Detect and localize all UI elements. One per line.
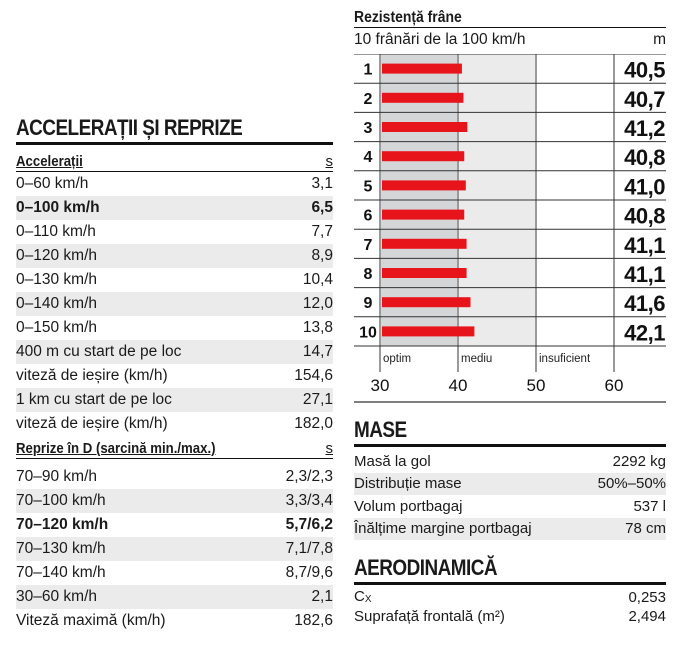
table-row	[16, 609, 333, 633]
zone-label-optim: optim	[383, 353, 412, 365]
bar-8	[382, 268, 467, 278]
row-label: 30–60 km/h	[16, 588, 97, 605]
row-value: 7,7	[311, 223, 333, 240]
mass-table	[354, 450, 666, 540]
title-rule	[354, 444, 666, 447]
value-label: 40,7	[624, 86, 665, 112]
bar-1	[382, 64, 462, 74]
row-label	[354, 607, 505, 626]
row-value: 8,7/9,6	[285, 564, 333, 581]
mass-section	[354, 418, 666, 540]
category-label: 5	[363, 178, 373, 196]
row-value: 2,3/2,3	[285, 468, 333, 485]
bar-10	[382, 326, 474, 336]
brake-subtitle: 10 frânări de la 100 km/h	[354, 31, 526, 48]
x-tick-label: 50	[526, 376, 546, 395]
table-row	[16, 364, 333, 388]
row-label: 70–140 km/h	[16, 564, 106, 581]
row-value: 50%–50%	[597, 475, 666, 493]
row-value: 10,4	[302, 271, 333, 288]
value-label: 41,1	[624, 262, 665, 287]
value-label: 41,1	[624, 232, 665, 258]
row-label: Masă la gol	[354, 452, 431, 470]
reprize-header	[16, 436, 333, 459]
row-value: 154,6	[294, 367, 333, 384]
acceleratii-header	[16, 149, 333, 172]
table-row	[16, 465, 333, 489]
x-tick-label: 40	[448, 376, 468, 395]
category-label: 1	[363, 61, 373, 79]
table-row	[16, 585, 333, 609]
acceleration-section	[16, 116, 333, 633]
brake-subtitle-row	[354, 28, 666, 54]
row-value: 2,494	[628, 608, 666, 625]
table-row	[354, 495, 666, 518]
row-value: 12,0	[302, 295, 333, 312]
row-label: 0–120 km/h	[16, 247, 97, 264]
value-label: 41,6	[624, 291, 665, 317]
brake-chart-svg	[354, 54, 666, 430]
brake-title	[354, 8, 666, 28]
bar-9	[382, 297, 470, 307]
row-label: 0–140 km/h	[16, 295, 97, 312]
row-label-main: C	[354, 587, 365, 605]
reprize-table	[16, 465, 333, 633]
aero-section	[354, 556, 666, 626]
acceleratii-unit: s	[325, 153, 333, 170]
acceleratii-table	[16, 172, 333, 436]
row-label	[354, 587, 372, 609]
row-value: 2292 kg	[612, 452, 666, 470]
table-row	[16, 412, 333, 436]
row-value: 182,0	[294, 415, 333, 432]
row-label: viteză de ieșire (km/h)	[16, 367, 168, 384]
row-label: 70–130 km/h	[16, 540, 106, 557]
reprize-unit: s	[325, 440, 333, 457]
bar-5	[382, 180, 466, 190]
row-label: 400 m cu start de pe loc	[16, 343, 182, 360]
table-row	[16, 268, 333, 292]
bar-3	[382, 122, 467, 132]
category-label: 7	[363, 236, 373, 254]
row-label: 70–120 km/h	[16, 516, 109, 533]
value-label: 42,1	[624, 320, 665, 346]
category-label: 3	[363, 120, 373, 137]
value-label: 40,8	[624, 145, 665, 171]
category-label: 9	[363, 295, 373, 313]
category-label: 6	[363, 207, 373, 225]
value-label: 41,0	[624, 174, 665, 200]
title-rule	[354, 582, 666, 585]
table-row	[16, 513, 333, 537]
bar-2	[382, 93, 463, 103]
row-value: 7,1/7,8	[285, 540, 333, 557]
section-title-mase: MASE	[354, 417, 407, 442]
section-title-aero: AERODINAMICĂ	[354, 555, 498, 580]
brake-title-text: Rezistență frâne	[354, 9, 462, 26]
table-row	[16, 340, 333, 364]
aero-table	[354, 588, 666, 626]
table-row	[16, 489, 333, 513]
section-title-acceleratii: ACCELERAȚII ȘI REPRIZE	[16, 115, 243, 140]
row-label: 0–60 km/h	[16, 175, 89, 192]
x-tick-label: 60	[604, 376, 624, 395]
row-value: 6,5	[311, 199, 333, 216]
reprize-header-label: Reprize în D (sarcină min./max.)	[16, 440, 216, 457]
table-row	[354, 473, 666, 496]
row-label: viteză de ieșire (km/h)	[16, 415, 168, 432]
table-row	[16, 196, 333, 220]
table-row	[16, 220, 333, 244]
row-label: Volum portbagaj	[354, 497, 463, 515]
brake-chart	[354, 54, 666, 430]
row-label-subscript: X	[364, 593, 372, 605]
value-label: 40,5	[624, 57, 665, 83]
row-label: 0–110 km/h	[16, 223, 96, 240]
row-value: 14,7	[302, 343, 333, 360]
table-row	[354, 450, 666, 473]
brake-section	[354, 8, 666, 430]
row-label: 70–90 km/h	[16, 468, 97, 485]
category-label: 8	[363, 266, 373, 283]
row-value: 78 cm	[625, 520, 666, 538]
table-row	[16, 172, 333, 196]
row-label-main: Suprafață frontală (m²)	[354, 608, 505, 625]
row-value: 5,7/6,2	[285, 516, 333, 533]
acceleratii-header-label: Accelerații	[16, 153, 83, 170]
table-row	[16, 537, 333, 561]
table-row	[16, 388, 333, 412]
zone-label-mediu: mediu	[461, 353, 493, 365]
value-label: 41,2	[624, 116, 665, 141]
table-row	[16, 561, 333, 585]
value-label: 40,8	[624, 203, 665, 229]
row-label: 0–150 km/h	[16, 319, 97, 336]
row-value: 3,1	[311, 175, 333, 192]
row-label: Înălțime margine portbagaj	[354, 520, 532, 538]
table-row	[354, 588, 666, 607]
row-label: Viteză maximă (km/h)	[16, 612, 166, 629]
row-label: Distribuție mase	[354, 475, 462, 493]
row-value: 3,3/3,4	[285, 492, 333, 509]
category-label: 4	[363, 149, 373, 167]
row-value: 13,8	[302, 319, 333, 336]
table-row	[354, 607, 666, 626]
bar-6	[382, 210, 464, 220]
bar-4	[382, 151, 464, 161]
zone-label-insuficient: insuficient	[539, 353, 591, 365]
row-label: 70–100 km/h	[16, 492, 106, 509]
row-value: 8,9	[311, 247, 333, 264]
x-tick-label: 30	[370, 376, 390, 395]
brake-unit: m	[653, 31, 666, 48]
category-label: 2	[363, 90, 373, 108]
row-value: 27,1	[302, 391, 333, 408]
row-value: 2,1	[311, 588, 333, 605]
row-value: 182,6	[294, 612, 333, 629]
row-label: 0–130 km/h	[16, 271, 97, 288]
row-value: 537 l	[633, 497, 666, 515]
table-row	[354, 518, 666, 541]
row-value: 0,253	[628, 589, 666, 606]
row-label: 1 km cu start de pe loc	[16, 391, 172, 408]
bar-7	[382, 239, 467, 249]
table-row	[16, 316, 333, 340]
row-label: 0–100 km/h	[16, 199, 100, 216]
table-row	[16, 292, 333, 316]
table-row	[16, 244, 333, 268]
category-label: 10	[359, 324, 377, 342]
